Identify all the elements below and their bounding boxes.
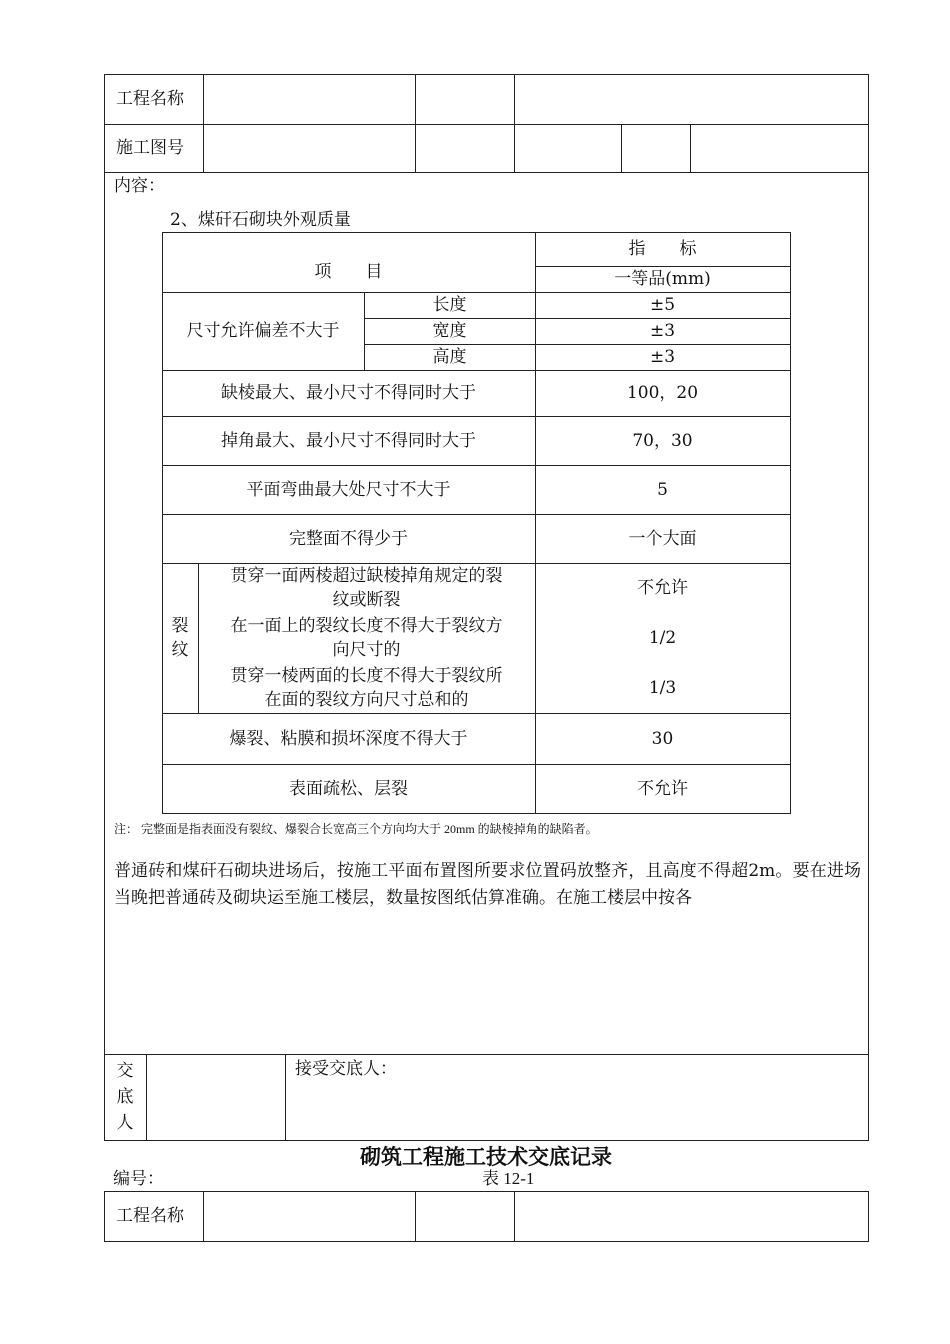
table-row-label: 平面弯曲最大处尺寸不大于 (246, 479, 451, 500)
crack-row-line: 纹或断裂 (332, 590, 401, 610)
table-row-value: 70，30 (632, 430, 693, 451)
giver-char: 交 (116, 1061, 134, 1081)
crack-row-line: 向尺寸的 (332, 640, 401, 660)
dim-value-height: ±3 (649, 347, 676, 367)
dim-label-height: 高度 (432, 347, 467, 367)
crack-row-line: 在面的裂纹方向尺寸总和的 (264, 690, 469, 710)
col-index-header: 指 标 (628, 239, 697, 259)
dim-label-width: 宽度 (432, 321, 467, 341)
crack-row-line: 贯穿一面两棱超过缺棱掉角规定的裂 (230, 566, 503, 586)
table-row-value: 30 (651, 728, 674, 749)
table-note: 注： 完整面是指表面没有裂纹、爆裂合长宽高三个方向均大于 20mm 的缺棱掉角的缺陷者。 (114, 822, 598, 836)
drawing-number-label: 施工图号 (116, 138, 184, 158)
receiver-label: 接受交底人： (295, 1059, 397, 1079)
crack-row-value: 1/2 (648, 628, 677, 648)
content-label: 内容： (114, 176, 165, 196)
crack-group-char: 纹 (171, 640, 189, 660)
crack-row-label (198, 613, 535, 663)
table-row-label: 完整面不得少于 (289, 528, 408, 549)
crack-row-line: 贯穿一棱两面的长度不得大于裂纹所 (230, 666, 503, 686)
table-row-label: 缺棱最大、最小尺寸不得同时大于 (221, 383, 476, 403)
body-paragraph: 普通砖和煤矸石砌块进场后，按施工平面布置图所要求位置码放整齐，且高度不得超2m。要在进场当晚把普通砖及砌块运至施工楼层，数量按图纸估算准确。在施工楼层中按各 (114, 861, 861, 908)
table-row-label: 掉角最大、最小尺寸不得同时大于 (221, 430, 476, 451)
table-row-value: 不允许 (637, 778, 688, 799)
table-row-value: 一个大面 (628, 528, 697, 549)
dim-value-width: ±3 (649, 321, 676, 341)
table-row-value: 5 (657, 479, 668, 500)
crack-row-label (198, 663, 535, 713)
col-grade-header: 一等品(mm) (614, 269, 711, 289)
number-label: 编号： (113, 1169, 164, 1189)
dim-group-label: 尺寸允许偏差不大于 (186, 321, 340, 341)
crack-group-char: 裂 (171, 616, 189, 636)
dim-label-length: 长度 (432, 295, 467, 315)
crack-group-label (162, 563, 198, 713)
dim-value-length: ±5 (649, 295, 676, 315)
table-row-label: 爆裂、粘膜和损坏深度不得大于 (229, 728, 468, 749)
giver-char: 人 (116, 1113, 134, 1133)
table-row-value: 100，20 (626, 383, 699, 403)
col-item-header: 项 目 (314, 262, 383, 282)
table-heading: 2、煤矸石砌块外观质量 (170, 210, 351, 230)
form-number: 表 12-1 (482, 1169, 535, 1188)
crack-row-line: 在一面上的裂纹长度不得大于裂纹方 (230, 616, 503, 636)
project-name-label: 工程名称 (116, 89, 184, 109)
table-row-label: 表面疏松、层裂 (289, 778, 408, 799)
page-title: 砌筑工程施工技术交底记录 (360, 1145, 612, 1169)
next-project-name-label: 工程名称 (116, 1206, 184, 1226)
giver-char: 底 (116, 1087, 134, 1107)
crack-row-value: 1/3 (648, 678, 677, 698)
crack-row-label (198, 563, 535, 613)
giver-label (104, 1058, 146, 1136)
crack-row-value: 不允许 (637, 578, 688, 598)
